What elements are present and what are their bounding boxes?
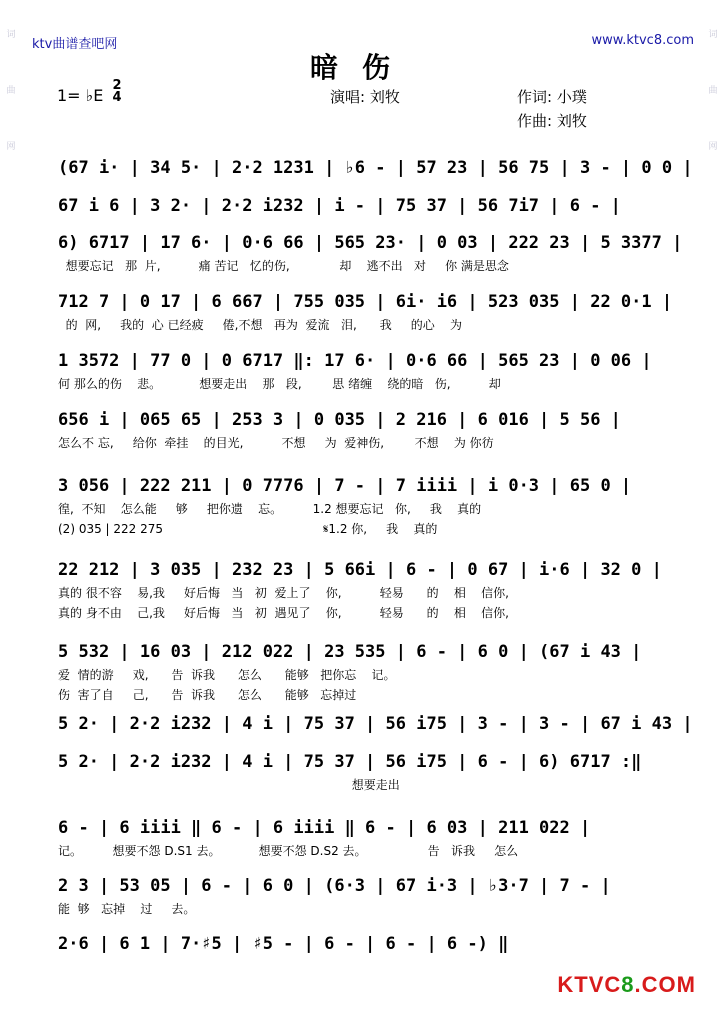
logo-number: 8 [621, 972, 635, 997]
lyric-line: 怎么不 忘, 给你 牵挂 的目光, 不想 为 爱神伤, 不想 为 你彷 [58, 436, 494, 450]
notation-row: 2·6 | 6 1 | 7·♯5 | ♯5 - | 6 - | 6 - | 6 -) ‖ [58, 934, 509, 954]
lyric-line: 能 够 忘掉 过 去。 [58, 902, 196, 916]
lyric-line: 记。 想要不怨 D.S1 去。 想要不怨 D.S2 去。 告 诉我 怎么 [58, 844, 519, 858]
notation-row: 6) 6717 | 17 6· | 0·6 66 | 565 23· | 0 03 | 222 23 | 5 3377 | [58, 233, 683, 253]
notation-row: (67 i· | 34 5· | 2·2 1231 | ♭6 - | 57 23 | 56 75 | 3 - | 0 0 | [58, 158, 693, 178]
meter-top: 2 [112, 78, 122, 93]
notation-row: 6 - | 6 iiii ‖ 6 - | 6 iiii ‖ 6 - | 6 03 | 211 022 | [58, 818, 591, 838]
notation-row: 712 7 | 0 17 | 6 667 | 755 035 | 6i· i6 | 523 035 | 22 0·1 | [58, 292, 673, 312]
notation-row: 22 212 | 3 035 | 232 23 | 5 66i | 6 - | 0 67 | i·6 | 32 0 | [58, 560, 662, 580]
watermark-char: 曲 [6, 86, 16, 96]
watermark-left [4, 30, 18, 198]
lyric-line: (2) 035 | 222 275 𝄋1.2 你, 我 真的 [58, 522, 438, 536]
site-name-left: ktv曲谱查吧网 [32, 37, 118, 52]
meter-bottom: 4 [112, 90, 122, 105]
watermark-right [706, 30, 720, 198]
notation-row: 1 3572 | 77 0 | 0 6717 ‖: 17 6· | 0·6 66 | 565 23 | 0 06 | [58, 351, 652, 371]
notation-row: 3 056 | 222 211 | 0 7776 | 7 - | 7 iiii | i 0·3 | 65 0 | [58, 476, 632, 496]
lyric-line: 真的 很不容 易,我 好后悔 当 初 爱上了 你, 轻易 的 相 信你, [58, 586, 509, 600]
watermark-char: 曲 [708, 86, 718, 96]
time-signature [110, 80, 124, 104]
lyric-line: 徨, 不知 怎么能 够 把你遗 忘。 1.2 想要忘记 你, 我 真的 [58, 502, 482, 516]
composer-credit: 作曲: 刘牧 [517, 112, 587, 130]
key-signature: 1= ♭E [57, 86, 104, 105]
lyric-line: 的 网, 我的 心 已经疲 倦,不想 再为 爱流 泪, 我 的心 为 [58, 318, 463, 332]
notation-row: 2 3 | 53 05 | 6 - | 6 0 | (6·3 | 67 i·3 | ♭3·7 | 7 - | [58, 876, 611, 896]
notation-row: 67 i 6 | 3 2· | 2·2 i232 | i - | 75 37 | 56 7i7 | 6 - | [58, 196, 621, 216]
logo-prefix: KTVC [557, 972, 622, 997]
watermark-char: 网 [6, 142, 16, 152]
notation-row: 5 2· | 2·2 i232 | 4 i | 75 37 | 56 i75 | 3 - | 3 - | 67 i 43 | [58, 714, 693, 734]
lyric-line: 何 那么的伤 悲。 想要走出 那 段, 思 绪缠 绕的暗 伤, 却 [58, 377, 501, 391]
lyricist-credit: 作词: 小璞 [517, 88, 587, 106]
site-url-right: www.ktvc8.com [591, 33, 694, 48]
lyric-line: 爱 情的游 戏, 告 诉我 怎么 能够 把你忘 记。 [58, 668, 396, 682]
song-title: 暗伤 [309, 51, 414, 84]
lyric-line: 想要走出 [58, 778, 400, 792]
singer-credit: 演唱: 刘牧 [330, 88, 400, 106]
lyric-line: 真的 身不由 己,我 好后悔 当 初 遇见了 你, 轻易 的 相 信你, [58, 606, 509, 620]
notation-row: 5 2· | 2·2 i232 | 4 i | 75 37 | 56 i75 | 6 - | 6) 6717 :‖ [58, 752, 642, 772]
watermark-char: 网 [708, 142, 718, 152]
lyric-line: 想要忘记 那 片, 痛 苦记 忆的伤, 却 逃不出 对 你 满是思念 [58, 259, 509, 273]
notation-row: 5 532 | 16 03 | 212 022 | 23 535 | 6 - | 6 0 | (67 i 43 | [58, 642, 642, 662]
site-logo [557, 972, 696, 998]
logo-suffix: .COM [634, 972, 696, 997]
lyric-line: 伤 害了自 己, 告 诉我 怎么 能够 忘掉过 [58, 688, 357, 702]
notation-row: 656 i | 065 65 | 253 3 | 0 035 | 2 216 | 6 016 | 5 56 | [58, 410, 621, 430]
watermark-char: 词 [6, 30, 16, 40]
watermark-char: 词 [708, 30, 718, 40]
